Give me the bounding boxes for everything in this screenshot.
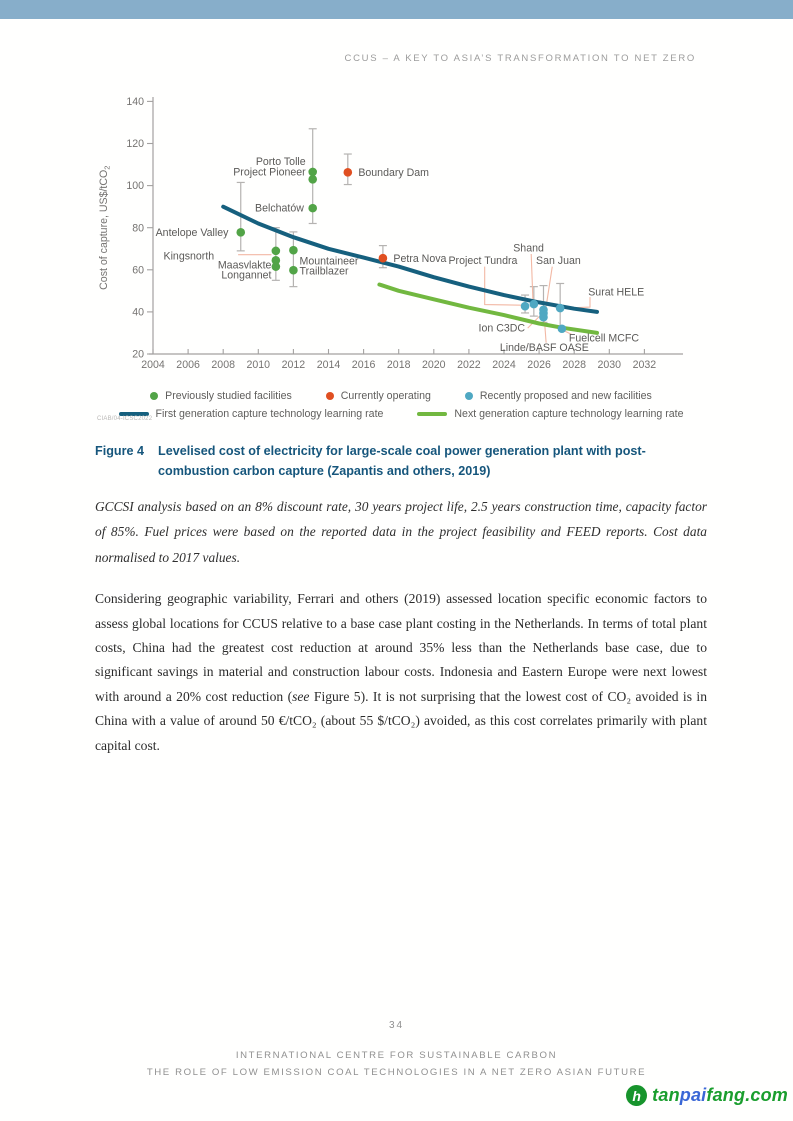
point-surat-hele [556,304,565,313]
legend-item-first-generation-capture-technology-learning-rate [119,408,384,420]
logo-text-part: fang [706,1085,746,1105]
label-trailblazer: Trailblazer [299,265,349,278]
point-fuelcell-mcfc [558,324,567,333]
y-tick-label: 40 [132,306,144,319]
x-tick-label: 2014 [316,359,341,371]
legend-dot-swatch [465,392,473,400]
leader-san-juan [546,267,552,307]
label-project-pioneer: Project Pioneer [233,166,306,179]
chart-legend [95,390,707,420]
legend-item-currently-operating [326,390,431,402]
label-belchat-w: Belchatów [255,202,304,215]
legend-item-recently-proposed-and-new-facilities [465,390,652,402]
chart-source-code: CIAB/04-ICSC2022 [97,416,153,422]
point-trailblazer [289,266,298,275]
tanpaifang-logo-text [652,1085,788,1106]
legend-row [95,408,707,420]
figure-label: Figure 4 [95,444,144,458]
x-tick-label: 2016 [351,359,376,371]
label-antelope-valley: Antelope Valley [155,226,229,239]
logo-text-part: tan [652,1085,680,1105]
x-tick-label: 2018 [386,359,411,371]
label-shand: Shand [513,242,544,255]
point-kingsnorth [272,247,281,256]
label-mountaineer: Mountaineer [299,255,359,268]
y-tick-label: 100 [126,180,144,193]
legend-label: First generation capture technology learning rate [155,408,384,420]
italic-text: see [292,688,310,704]
footer-report-title: THE ROLE OF LOW EMISSION COAL TECHNOLOGIES IN A NET ZERO ASIAN FUTURE [146,1067,647,1078]
x-tick-label: 2024 [492,359,516,371]
label-petra-nova: Petra Nova [393,252,447,265]
x-tick-label: 2012 [281,359,306,371]
x-tick-label: 2010 [246,359,271,371]
legend-dot-swatch [326,392,334,400]
point-shand [530,300,539,309]
label-kingsnorth: Kingsnorth [163,250,215,263]
x-tick-label: 2006 [176,359,200,371]
legend-label: Recently proposed and new facilities [479,390,652,402]
label-porto-tolle: Porto Tolle [255,156,306,169]
x-tick-label: 2022 [457,359,481,371]
legend-row [95,390,707,402]
label-surat-hele: Surat HELE [588,286,645,299]
footer-organisation: INTERNATIONAL CENTRE FOR SUSTAINABLE CARBON [235,1050,558,1061]
label-longannet: Longannet [221,269,272,282]
figure-caption [95,442,707,481]
point-project-pioneer [308,175,317,184]
figure-note: GCCSI analysis based on an 8% discount rate, 30 years project life, 2.5 years construction time, capacity factor of 85%. Fuel prices were based on the reported data in the project feasibility and FEED reports. Cost data normalised to 2017 values. [95,499,707,565]
page-content [95,92,707,758]
x-tick-label: 2026 [527,359,551,371]
legend-label: Previously studied facilities [165,390,292,402]
y-axis-title: Cost of capture, US$/tCO$_2$ [98,165,112,290]
label-linde-basf-oase: Linde/BASF OASE [499,341,589,354]
x-tick-label: 2008 [211,359,235,371]
logo-text-part: pai [679,1085,707,1105]
point-boundary-dam [344,168,353,177]
legend-label: Next generation capture technology learning rate [454,408,684,420]
y-tick-label: 140 [126,96,144,108]
cost-of-capture-chart [95,92,707,384]
figure-4-block [95,92,707,420]
label-ion-c3dc: Ion C3DC [478,322,526,335]
leader-shand [531,254,533,301]
label-fuelcell-mcfc: Fuelcell MCFC [568,332,639,345]
y-tick-label: 60 [132,264,144,277]
tanpaifang-logo-icon: h [626,1085,647,1106]
label-project-tundra: Project Tundra [448,254,518,267]
point-belchat-w [308,204,317,213]
x-tick-label: 2004 [141,359,165,371]
x-tick-label: 2020 [422,359,446,371]
figure-title: Levelised cost of electricity for large-scale coal power generation plant with post-combustion carbon capture (Zapantis and others, 2019) [158,444,646,478]
point-linde-basf-oase [539,313,548,322]
legend-line-swatch [417,412,447,415]
page-number: 34 [388,1020,405,1031]
running-header: CCUS – A KEY TO ASIA’S TRANSFORMATION TO NET ZERO [344,53,696,64]
x-tick-label: 2030 [597,359,622,371]
label-maasvlakte: Maasvlakte [217,259,272,272]
logo-text-part: .com [745,1085,788,1105]
point-porto-tolle [308,168,317,177]
legend-item-previously-studied-facilities [150,390,292,402]
legend-dot-swatch [150,392,158,400]
point-longannet [272,262,281,271]
x-tick-label: 2032 [632,359,657,371]
point-antelope-valley [236,228,245,237]
text-run: Considering geographic variability, Ferrari and others (2019) assessed location specific economic factors to assess global locations for CCUS relative to a base case plant costing in the Netherlands. In terms of total plant costs, China had the greatest cost reduction at around 35% less than the Netherlands base case, due to significant savings in material and construction labour costs. Indonesia and Eastern Europe were next lowest with around a 20% cost reduction ( [95,591,707,704]
y-tick-label: 80 [132,222,144,235]
legend-item-next-generation-capture-technology-learning-rate [417,408,683,420]
top-accent-bar [0,0,793,19]
point-project-tundra [521,302,530,311]
label-san-juan: San Juan [536,254,581,267]
point-mountaineer [289,246,298,255]
text-run: Figure 5). It is not surprising that the lowest cost of CO₂ avoided is in China with a value of around 50 €/tCO₂ (about 55 $/tCO₂) avoided, as this cost correlates primarily with plant capital cost. [95,688,707,753]
legend-label: Currently operating [340,390,431,402]
y-tick-label: 20 [132,348,144,361]
tanpaifang-logo[interactable] [626,1085,788,1106]
body-paragraph [95,587,707,758]
x-tick-label: 2028 [562,359,586,371]
label-boundary-dam: Boundary Dam [358,166,430,179]
y-tick-label: 120 [126,138,144,151]
point-petra-nova [379,254,388,263]
